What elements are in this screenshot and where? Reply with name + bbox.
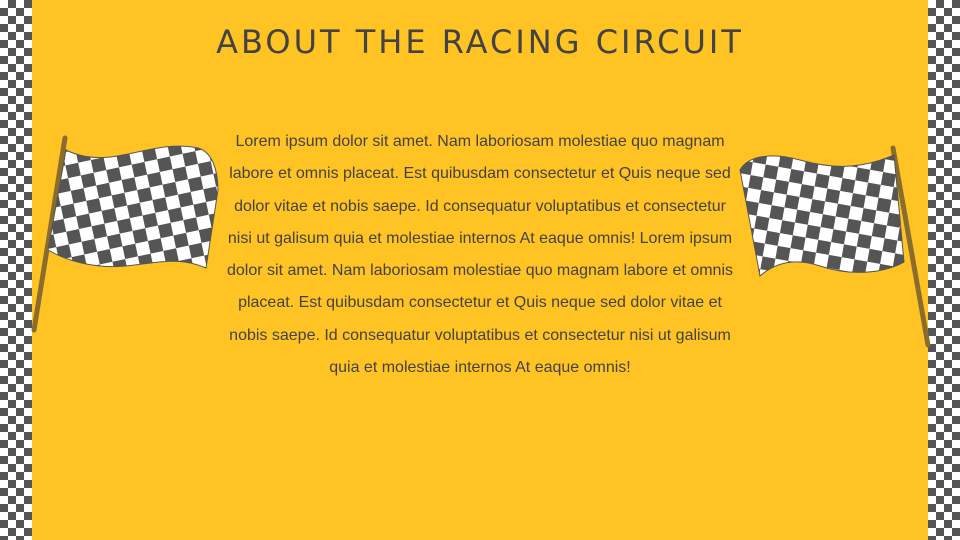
slide-body-text: Lorem ipsum dolor sit amet. Nam laboriosam molestiae quo magnam labore et omnis placeat. Est quibusdam consectetur et Quis neque sed dolor vitae et nobis saepe. Id consequatur voluptatibus et consectetur nisi ut galisum quia et molestiae internos At eaque omnis! Lorem ipsum dolor sit amet. Nam laboriosam molestiae quo magnam labore et omnis placeat. Est quibusdam consectetur et Quis neque sed dolor vitae et nobis saepe. Id consequatur voluptatibus et consectetur nisi ut galisum quia et molestiae internos At eaque omnis! — [226, 133, 733, 377]
slide-title: ABOUT THE RACING CIRCUIT — [216, 23, 744, 61]
